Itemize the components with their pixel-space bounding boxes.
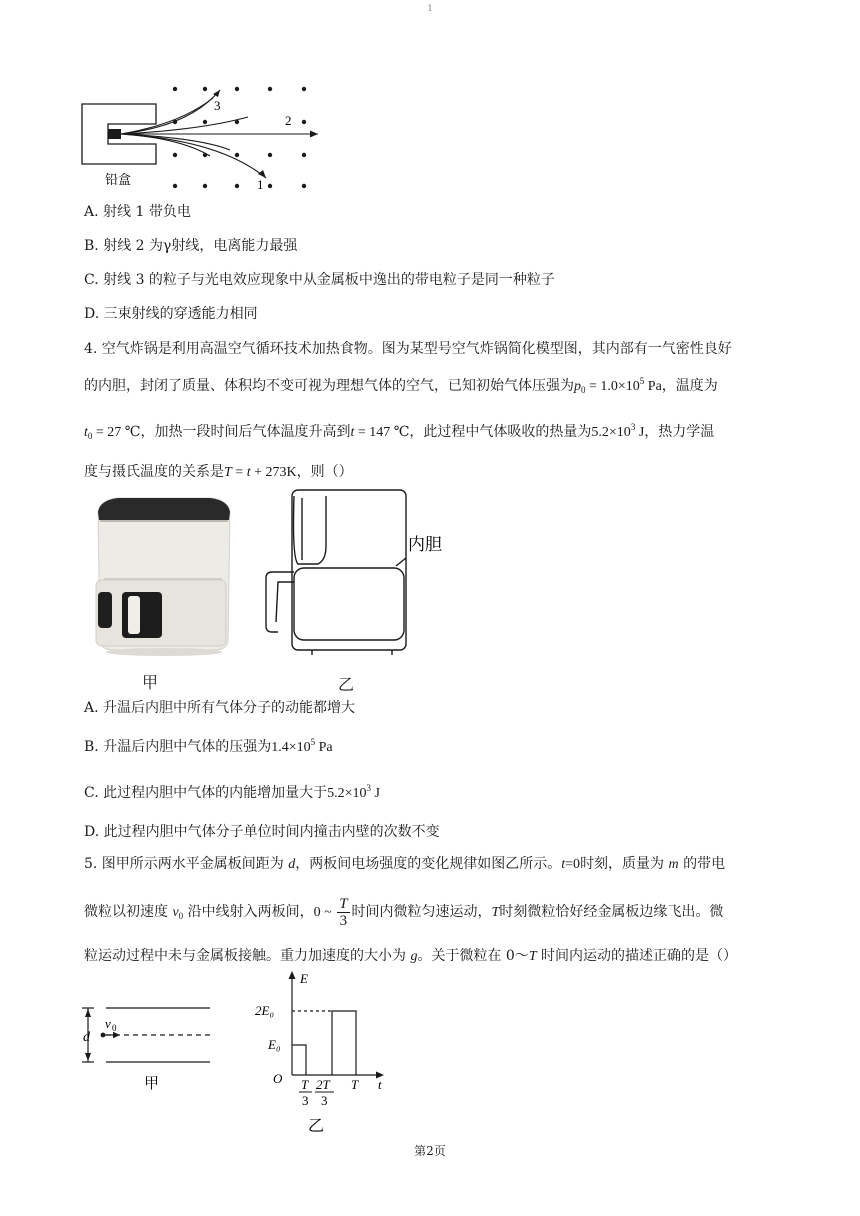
q4-option-c: C. 此过程内胆中气体的内能增加量大于$5.2\times 10^3$ J bbox=[84, 783, 380, 801]
x-axis-label: t bbox=[378, 1077, 382, 1092]
q4-figure-caption-b: 乙 bbox=[338, 675, 355, 694]
origin-label: O bbox=[273, 1071, 283, 1086]
q3-option-a: A. 射线 1 带负电 bbox=[84, 204, 191, 220]
q4-line-3: $t_0 = 27$ ℃，加热一段时间后气体温度升高到t = 147 ℃，此过程中气体吸收的热量为$5.2\times 10^3$ J，热力学温 bbox=[84, 422, 715, 441]
air-fryer-photo bbox=[88, 492, 240, 692]
ray-label-2: 2 bbox=[285, 113, 292, 128]
q3-option-c: C. 射线 3 的粒子与光电效应现象中从金属板中逸出的带电粒子是同一种粒子 bbox=[84, 272, 555, 288]
svg-text:3: 3 bbox=[302, 1093, 309, 1108]
y-tick-2e0: 2E₀ bbox=[255, 1003, 274, 1018]
q4-option-d: D. 此过程内胆中气体分子单位时间内撞击内壁的次数不变 bbox=[84, 824, 440, 840]
q4-figure-caption-a: 甲 bbox=[142, 673, 159, 692]
q4-line-2: 的内胆，封闭了质量、体积均不变可视为理想气体的空气，已知初始气体压强为$p_0 = 1.0\times 10^5$ Pa，温度为 bbox=[84, 376, 718, 395]
q5-figure-caption-a: 甲 bbox=[144, 1074, 160, 1092]
segment-3 bbox=[332, 1011, 356, 1075]
y-tick-e0: E₀ bbox=[268, 1037, 281, 1052]
svg-text:v: v bbox=[105, 1016, 111, 1031]
q4-option-a: A. 升温后内胆中所有气体分子的动能都增大 bbox=[84, 700, 356, 716]
radioactive-source bbox=[108, 129, 121, 139]
page-number: 第2页 bbox=[414, 1144, 446, 1158]
q4-line-4: 度与摄氏温度的关系是T = t + 273K，则（） bbox=[84, 464, 353, 480]
svg-text:3: 3 bbox=[321, 1093, 328, 1108]
q5-line-1: 5. 图甲所示两水平金属板间距为 d，两板间电场强度的变化规律如图乙所示。t=0时刻，质量为 m 的带电 bbox=[84, 856, 726, 872]
svg-text:d: d bbox=[83, 1030, 90, 1045]
ray-label-3: 3 bbox=[214, 98, 221, 113]
e-t-graph bbox=[252, 965, 396, 1135]
header-mark: 1 bbox=[427, 4, 433, 13]
segment-1 bbox=[292, 1045, 306, 1075]
q3-option-b: B. 射线 2 为γ射线，电离能力最强 bbox=[84, 238, 298, 254]
y-axis-label: E bbox=[300, 971, 308, 986]
q5-figure-caption-b: 乙 bbox=[308, 1116, 325, 1135]
parallel-plates-figure bbox=[80, 1000, 216, 1096]
ray-label-1: 1 bbox=[257, 177, 264, 192]
x-tick-t: T bbox=[351, 1077, 359, 1092]
radiation-figure bbox=[80, 80, 340, 195]
q4-line-1: 4. 空气炸锅是利用高温空气循环技术加热食物。图为某型号空气炸锅简化模型图，其内部有一气密性良好 bbox=[84, 341, 732, 357]
svg-text:2T: 2T bbox=[316, 1077, 330, 1092]
lead-box-label: 铅盒 bbox=[105, 173, 132, 188]
q3-option-d: D. 三束射线的穿透能力相同 bbox=[84, 306, 258, 322]
ray-3 bbox=[121, 90, 220, 134]
q4-option-b: B. 升温后内胆中气体的压强为$1.4\times 10^5$ Pa bbox=[84, 737, 333, 755]
magnetic-field-dots bbox=[173, 87, 306, 188]
air-fryer-schematic bbox=[258, 486, 458, 661]
q5-line-2: 微粒以初速度 $v_0$ 沿中线射入两板间，0 ~ $\frac{T}{3}$ 时间内微粒匀速运动，T时刻微粒恰好经金属板边缘飞出。微 bbox=[84, 895, 724, 929]
svg-text:T: T bbox=[301, 1077, 309, 1092]
q5-line-3: 粒运动过程中未与金属板接触。重力加速度的大小为 g。关于微粒在 0～T 时间内运动的描述正确的是（） bbox=[84, 948, 738, 964]
liner-label: 内胆 bbox=[408, 535, 442, 555]
svg-text:0: 0 bbox=[112, 1023, 117, 1033]
